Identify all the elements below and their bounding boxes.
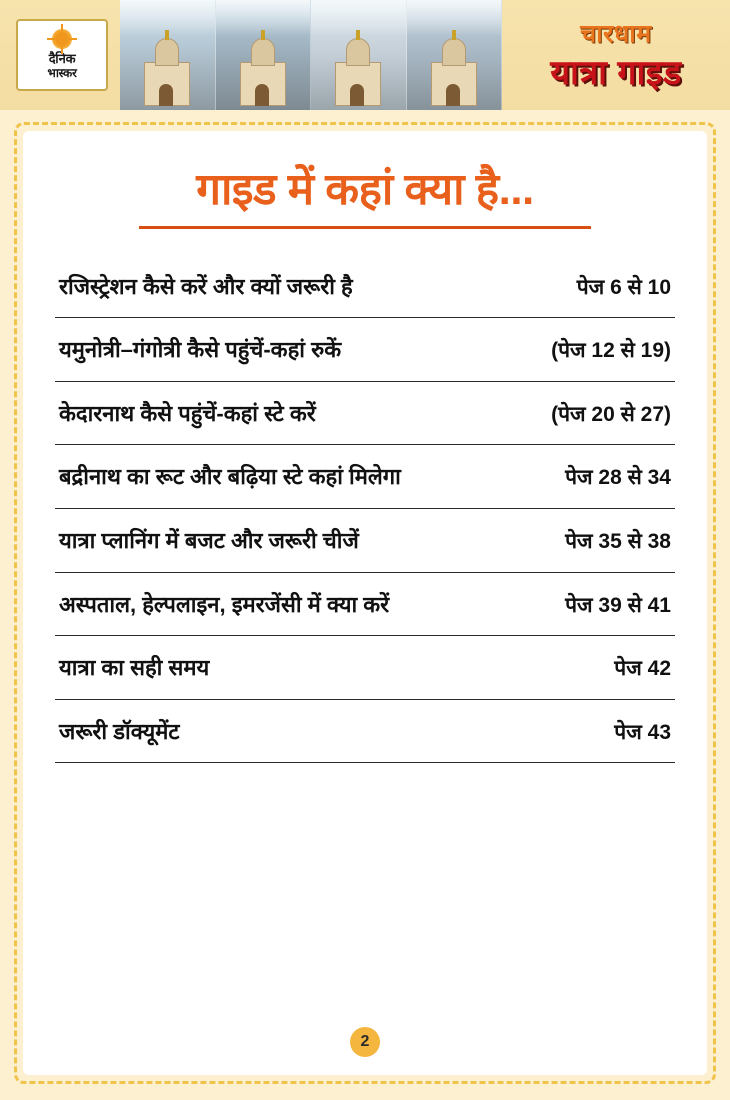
yamunotri-temple-photo — [407, 0, 503, 110]
toc-entry-title: बद्रीनाथ का रूट और बढ़िया स्टे कहां मिलेगा — [59, 464, 401, 490]
temple-illustration — [234, 32, 292, 106]
page-header — [0, 0, 730, 110]
toc-entry-page: पेज 6 से 10 — [576, 275, 671, 299]
toc-entry-title: यमुनोत्री–गंगोत्री कैसे पहुंचें-कहां रुकें — [59, 337, 342, 363]
footer-strip — [0, 1084, 730, 1100]
title-underline — [139, 226, 591, 229]
logo-text — [47, 52, 76, 81]
toc-entry-title: जरूरी डॉक्यूमेंट — [59, 718, 180, 744]
toc-entry-page: पेज 43 — [614, 720, 671, 744]
toc-entry-title: यात्रा प्लानिंग में बजट और जरूरी चीजें — [59, 527, 359, 553]
toc-entry-page: (पेज 20 से 27) — [551, 402, 671, 426]
logo-line-1: दैनिक — [48, 51, 76, 67]
dainik-bhaskar-logo — [16, 19, 108, 91]
kedarnath-temple-photo — [216, 0, 312, 110]
temple-illustration — [329, 32, 387, 106]
toc-entry-page: पेज 39 से 41 — [565, 593, 671, 617]
toc-row[interactable] — [55, 700, 675, 764]
content-frame — [14, 122, 716, 1084]
toc-row[interactable] — [55, 382, 675, 446]
toc-entry-page: पेज 35 से 38 — [565, 529, 671, 553]
masthead-line-1: चारधाम — [580, 20, 652, 48]
content-card — [23, 131, 707, 1075]
masthead — [502, 0, 730, 110]
badrinath-temple-photo — [120, 0, 216, 110]
toc-entry-title: यात्रा का सही समय — [59, 655, 210, 681]
page-title: गाइड में कहां क्या है... — [196, 165, 534, 214]
masthead-line-2: यात्रा गाइड — [550, 54, 682, 92]
toc-entry-title: अस्पताल, हेल्पलाइन, इमरजेंसी में क्या करें — [59, 591, 390, 617]
temple-illustration — [425, 32, 483, 106]
toc-entry-title: केदारनाथ कैसे पहुंचें-कहां स्टे करें — [59, 400, 316, 426]
toc-row[interactable] — [55, 255, 675, 319]
toc-row[interactable] — [55, 445, 675, 509]
toc-row[interactable] — [55, 509, 675, 573]
logo-line-2: भास्कर — [47, 66, 77, 81]
toc-row[interactable] — [55, 573, 675, 637]
temple-photo-strip — [120, 0, 502, 110]
toc-row[interactable] — [55, 318, 675, 382]
gangotri-temple-photo — [311, 0, 407, 110]
toc-entry-page: (पेज 12 से 19) — [551, 339, 671, 363]
toc-row[interactable] — [55, 636, 675, 700]
temple-illustration — [138, 32, 196, 106]
page-number-badge: 2 — [350, 1027, 380, 1057]
table-of-contents — [55, 255, 675, 764]
toc-entry-title: रजिस्ट्रेशन कैसे करें और क्यों जरूरी है — [59, 273, 353, 299]
sun-icon — [52, 29, 72, 49]
toc-entry-page: पेज 28 से 34 — [565, 466, 671, 490]
toc-entry-page: पेज 42 — [614, 657, 671, 681]
